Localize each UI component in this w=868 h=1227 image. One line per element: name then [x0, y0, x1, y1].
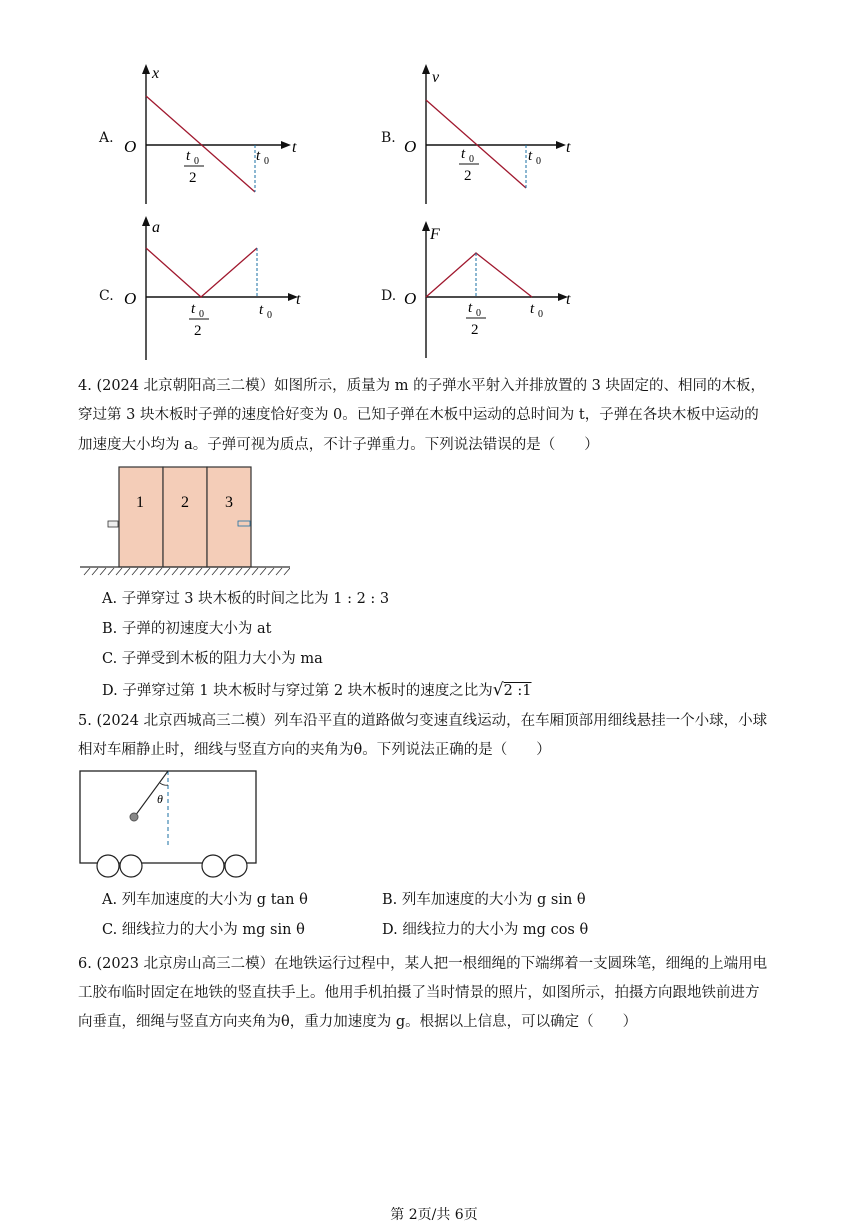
graph-a-origin: O — [124, 137, 137, 156]
option-a-letter: A. — [99, 130, 114, 146]
q6-line-1: 6. (2023 北京房山高三二模）在地铁运行过程中，某人把一根细绳的下端绑着一支圆珠笔，细绳的上端用电 — [78, 956, 768, 972]
option-b-letter: B. — [381, 130, 396, 146]
theta-label: θ — [157, 792, 163, 806]
graph-d-ylabel: F — [430, 226, 440, 243]
svg-text:t: t — [191, 301, 196, 317]
graph-d-xlabel: t — [566, 291, 571, 308]
graph-b-line — [426, 100, 526, 188]
graph-d-line — [426, 253, 532, 297]
wheel — [202, 855, 224, 877]
board-1-label: 1 — [136, 494, 144, 511]
q5-option-c: C. 细线拉力的大小为 mg sin θ — [102, 922, 305, 938]
svg-text:2: 2 — [464, 168, 472, 184]
svg-text:0: 0 — [199, 309, 204, 320]
q5-line-1: 5. (2024 北京西城高三二模）列车沿平直的道路做匀变速直线运动，在车厢顶部用细线悬挂一个小球，小球 — [78, 713, 768, 729]
q5-line-2: 相对车厢静止时，细线与竖直方向的夹角为θ。下列说法正确的是（ ） — [78, 742, 551, 758]
q6-line-2: 工胶布临时固定在地铁的竖直扶手上。他用手机拍摄了当时情景的照片，如图所示，拍摄方向跟地铁前进方 — [78, 985, 760, 1001]
graph-a-line — [146, 96, 255, 192]
graph-a-xlabel: t — [292, 139, 297, 156]
graph-d-origin: O — [404, 289, 417, 308]
page-footer: 第 2页/共 6页 — [390, 1207, 478, 1223]
svg-text:0: 0 — [264, 156, 269, 167]
q4-option-c: C. 子弹受到木板的阻力大小为 ma — [102, 651, 323, 667]
graph-d — [398, 215, 598, 360]
bullet-shape — [108, 521, 118, 527]
graph-a-ylabel: x — [152, 65, 160, 82]
q6-line-3: 向垂直，细绳与竖直方向夹角为θ，重力加速度为 g。根据以上信息，可以确定（ ） — [78, 1014, 638, 1030]
svg-text:0: 0 — [538, 309, 543, 320]
svg-text:t: t — [530, 301, 535, 317]
svg-text:2: 2 — [471, 322, 479, 338]
svg-text:2: 2 — [189, 170, 197, 186]
wheel — [225, 855, 247, 877]
svg-text:t: t — [186, 148, 191, 164]
svg-text:0: 0 — [267, 310, 272, 321]
svg-text:t: t — [461, 146, 466, 162]
svg-text:0: 0 — [536, 156, 541, 167]
board-3-label: 3 — [225, 494, 233, 511]
q5-option-b: B. 列车加速度的大小为 g sin θ — [382, 892, 586, 908]
q4-line-3: 加速度大小均为 a。子弹可视为质点，不计子弹重力。下列说法错误的是（ ） — [78, 437, 599, 453]
graph-b-xlabel: t — [566, 139, 571, 156]
boards-diagram — [80, 465, 290, 577]
q5-option-a: A. 列车加速度的大小为 g tan θ — [102, 892, 308, 908]
graph-c — [118, 210, 318, 362]
option-c-letter: C. — [99, 288, 114, 304]
board-2-label: 2 — [181, 494, 189, 511]
option-d-letter: D. — [381, 288, 397, 304]
graph-b — [398, 58, 598, 208]
wheel — [97, 855, 119, 877]
graph-c-ylabel: a — [152, 219, 160, 236]
svg-text:t: t — [259, 302, 264, 318]
svg-text:0: 0 — [469, 154, 474, 165]
q4-line-2: 穿过第 3 块木板时子弹的速度恰好变为 0。已知子弹在木板中运动的总时间为 t，子弹在各块木板中运动的 — [78, 407, 759, 423]
svg-text:t: t — [528, 148, 533, 164]
graph-b-origin: O — [404, 137, 417, 156]
q4-option-b: B. 子弹的初速度大小为 at — [102, 621, 272, 637]
graph-c-xlabel: t — [296, 291, 301, 308]
svg-text:2: 2 — [194, 323, 202, 339]
graph-c-line — [146, 248, 257, 297]
q5-option-d: D. 细线拉力的大小为 mg cos θ — [382, 922, 589, 938]
q4-line-1: 4. (2024 北京朝阳高三二模）如图所示，质量为 m 的子弹水平射入并排放置的 3 块固定的、相同的木板， — [78, 378, 766, 394]
graph-a — [118, 58, 318, 208]
svg-text:0: 0 — [194, 156, 199, 167]
graph-b-ylabel: v — [432, 69, 440, 86]
train-diagram — [78, 768, 260, 878]
svg-text:t: t — [256, 148, 261, 164]
wheel — [120, 855, 142, 877]
pendulum-ball — [130, 813, 138, 821]
graph-c-origin: O — [124, 289, 137, 308]
q4-option-a: A. 子弹穿过 3 块木板的时间之比为 1 : 2 : 3 — [102, 591, 390, 607]
svg-text:t: t — [468, 300, 473, 316]
q4-option-d: D. 子弹穿过第 1 块木板时与穿过第 2 块木板时的速度之比为√2 :1 — [102, 680, 532, 700]
svg-text:0: 0 — [476, 308, 481, 319]
